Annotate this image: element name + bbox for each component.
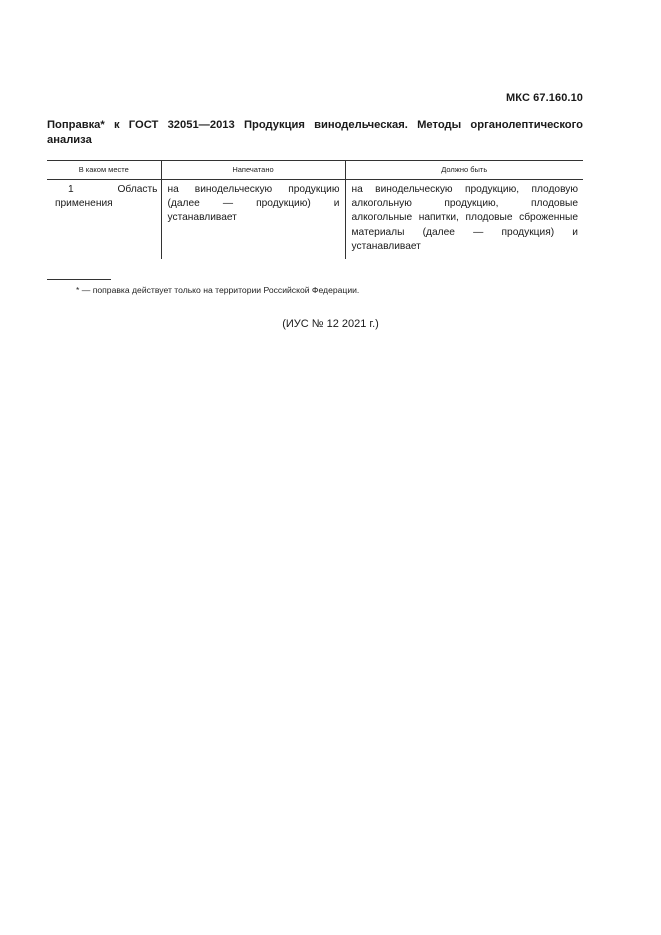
cell-location: 1 Область применения xyxy=(55,184,158,210)
issue-reference: (ИУС № 12 2021 г.) xyxy=(282,318,379,330)
classification-code: МКС 67.160.10 xyxy=(506,92,583,104)
correction-table xyxy=(47,160,583,259)
footnote: * — поправка действует только на территории Российской Федерации. xyxy=(76,285,360,295)
cell-should-be: на винодельческую продукцию, плодовую алкогольную продукцию, плодовые алкогольные напитки, плодовые сброженные материалы (далее — продукция) и устанавливает xyxy=(345,180,583,260)
cell-printed: на винодельческую продукцию (далее — продукцию) и устанавливает xyxy=(161,180,345,260)
column-header-printed: Напечатано xyxy=(161,161,345,180)
table-header-row xyxy=(47,161,583,180)
table-row xyxy=(47,180,583,260)
footnote-divider xyxy=(47,279,111,280)
column-header-should-be: Должно быть xyxy=(345,161,583,180)
column-header-location: В каком месте xyxy=(47,161,161,180)
document-title: Поправка* к ГОСТ 32051—2013 Продукция винодельческая. Методы органолептического анализа xyxy=(47,119,583,146)
